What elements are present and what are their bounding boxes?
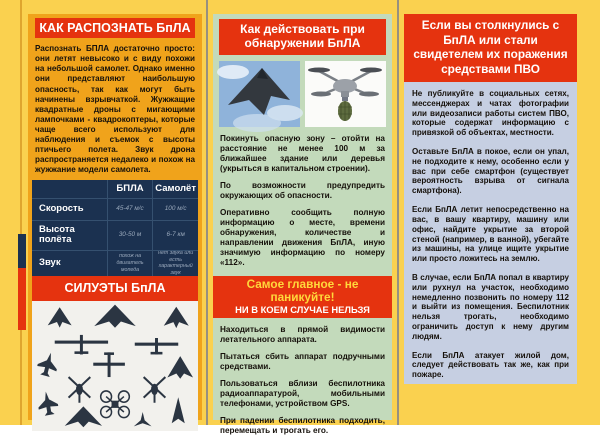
panel-recognize-uav [28, 14, 202, 420]
column-divider-left [206, 0, 208, 425]
silhouettes-header: СИЛУЭТЫ БпЛА [32, 276, 198, 301]
action-paragraph-leave-zone: Покинуть опасную зону – отойти на расстояние не менее 100 м за ближайшее здание или деревья (укрыться в капитальном строении). [220, 133, 385, 173]
dont-panic-alert [213, 276, 392, 319]
action-paragraph-call-112: Оперативно сообщить полную информацию о месте, времени обнаружения, количестве и направлении движения БпЛА, иную значимую информацию по номеру «112». [220, 207, 385, 267]
pvo-witness-header: Если вы столкнулись с БпЛА или стали свидетелем их поражения средствами ПВО [404, 14, 577, 82]
pvo-paragraph-leave-alone: Оставьте БпЛА в покое, если он упал, не подходите к нему, особенно если у вас при себе смартфон (существует вероятность взрыва от сигнала смартфона). [412, 147, 569, 196]
dont-panic-title: Самое главное - не паникуйте! [246, 276, 359, 304]
adjacent-panel-sliver-banner [18, 268, 26, 330]
table-row-speed-label: Скорость [32, 198, 107, 220]
uav-silhouettes-icon [32, 301, 198, 431]
table-header-plane: Самолёт [152, 180, 198, 198]
pvo-paragraph-take-cover: Если БпЛА летит непосредственно на вас, в вашу квартиру, машину или офис, найдите укрытие за второй стеной (например, в ванной), убегайте из машины, на улице ищите укрытие или просто ложитесь на землю. [412, 205, 569, 264]
table-sound-plane: нет звука или есть характерный звук [152, 250, 198, 276]
quadcopter-with-grenade-photo [305, 61, 386, 127]
recognize-header: КАК РАСПОЗНАТЬ БпЛА [35, 18, 195, 38]
pvo-paragraph-no-publish: Не публикуйте в социальных сетях, мессенджерах и чатах фотографии или видеозаписи работы систем ПВО, которые содержат информацию с привязкой об объектах, местности. [412, 88, 569, 138]
table-corner-cell [32, 180, 107, 198]
uav-silhouettes-image [32, 301, 198, 431]
forbidden-use-radio-gps: Пользоваться вблизи беспилотника радиоаппаратурой, мобильными телефонами, устройством GPS. [220, 379, 385, 409]
action-paragraph-warn-others: По возможности предупредить окружающих об опасности. [220, 180, 385, 200]
actions-header: Как действовать при обнаружении БпЛА [219, 19, 386, 55]
adjacent-panel-sliver-table [18, 234, 26, 268]
pvo-paragraph-attack-house: Если БпЛА атакует жилой дом, следует действовать так же, как при пожаре. [412, 350, 569, 380]
table-row-sound-label: Звук [32, 250, 107, 276]
forbidden-line-of-sight: Находиться в прямой видимости летательного аппарата. [220, 325, 385, 345]
panel-pvo-witness [404, 14, 577, 384]
forbidden-touch-fallen: При падении беспилотника подходить, перемещать и трогать его. [220, 416, 385, 436]
fold-edge-line [20, 0, 22, 425]
table-speed-uav: 45-47 м/с [107, 198, 153, 220]
table-speed-plane: 100 м/с [152, 198, 198, 220]
uav-vs-plane-table [32, 180, 198, 276]
never-do-subtitle: НИ В КОЕМ СЛУЧАЕ НЕЛЬЗЯ [235, 304, 370, 315]
pvo-paragraph-hit-apartment: В случае, если БпЛА попал в квартиру или рухнул на участок, необходимо немедленно позвонить по номеру 112 и выйти из помещения. Беспилотник нельзя трогать, необходимо ограничить доступ к нему другим людям. [412, 272, 569, 341]
recognize-body-text: Распознать БПЛА достаточно просто: они летят невысоко и с виду похожи на небольшой самолет. Однако именно они представляют наибольшую опасность, так как могут быть начинены взрывчаткой. Жужжащие квадратные дроны с мигающими лампочками - квадрокоптеры, которые чаще всего используют для наблюдения и съемок с высоты птичьего полета. Звук дрона распространяется недалеко и похож на жужжание модели самолета. [35, 44, 195, 174]
table-altitude-uav: 30-50 м [107, 220, 153, 250]
table-altitude-plane: 6-7 км [152, 220, 198, 250]
panel-actions-on-detect [213, 14, 392, 436]
drone-photos-row [219, 61, 386, 127]
table-row-altitude-label: Высота полёта [32, 220, 107, 250]
table-header-uav: БПЛА [107, 180, 153, 198]
column-divider-right [397, 0, 399, 425]
fixed-wing-drone-photo [219, 61, 300, 127]
pvo-witness-body [404, 82, 577, 384]
table-sound-uav: похож на двигатель мопеда [107, 250, 153, 276]
forbidden-knock-down: Пытаться сбить аппарат подручными средствами. [220, 352, 385, 372]
